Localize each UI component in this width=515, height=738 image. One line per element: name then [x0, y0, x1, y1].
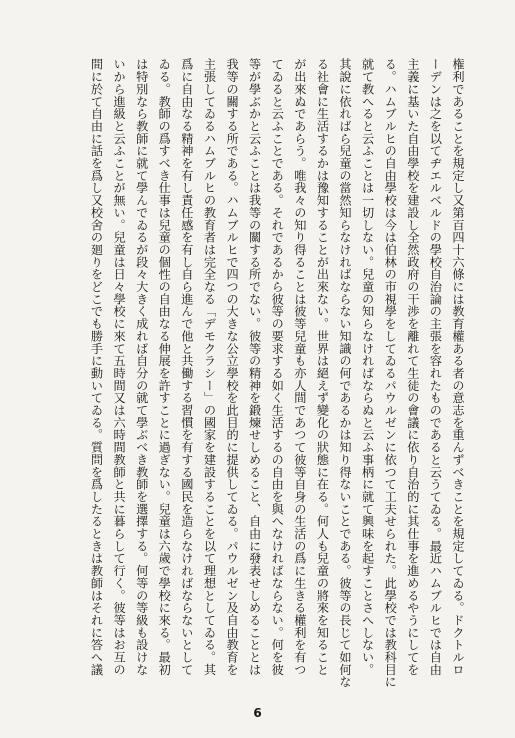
text-column: いから進級と云ふことが無い。兒童は日々學校に來て五時間又は六時間教師と共に暮らして行く。彼等はお互の	[112, 58, 127, 676]
text-column: 就て教へると云ふことは一切しない。兒童の知らなければならぬと云ふ事柄に就て興味を起すことさへしない。	[360, 58, 375, 676]
text-column: 権利であることを規定し又第百四十六條には教育權ある者の意志を重んずべきことを規定してゐる。ドクトルロ	[451, 58, 465, 676]
page-number: 6	[253, 706, 262, 720]
text-column: ーデンは之を以てヂエルベルドの學校自治論の主張を容れたものであると云うてゐる。最近ハムブルヒでは自由	[428, 58, 443, 676]
body-text	[29, 58, 469, 696]
text-column: は特別なら教師に就て學んでゐるが段々大きく成れば自分の就て學ぶべき教師を選擇する。何等の等級も設けな	[134, 58, 149, 676]
text-column: 間に於て自由に話を爲し又校舍の廻りをどこでも勝手に動いてゐる。質問を爲したるときは教師はそれに答へ議	[89, 58, 104, 676]
text-column: る社會に生活するかは豫知することが出來ない。世界は絕えず變化の狀態に在る。何人も兒童の將來を知ること	[315, 58, 330, 676]
text-column: 主義に基いた自由學校を建設し全然政府の干渉を離れて生徒の會議に依り自治的に其仕事を進めるやうにしてを	[405, 58, 420, 676]
text-column: ゐる。教師の爲すべき仕事は兒童の個性の自由なる伸展を許すことに過ぎない。兒童は六歲で學校に來る。最初	[157, 58, 172, 676]
text-column: てゐると云ふことである。それであるから彼等の要求する如く生活するの自由を與へなければならない。何を彼	[270, 58, 285, 676]
text-column: 我等の關する所である。ハムブルヒで四つの大きな公立學校を此目的に提供してゐる。パウルゼン及自由教育を	[225, 58, 240, 676]
text-column: 其說に依ればら兒童の當然知らなければならない知識の何であるかは知り得ないことである。彼等の長じて如何な	[338, 58, 353, 688]
text-column: 主張してゐるハムブルヒの教育者は完全なる「デモクラシー」の國家を建設することを以て理想としてゐる。其	[202, 58, 217, 676]
text-column: が出來ぬであらう。唯我々の知り得ることは彼等兒童も亦人間であつて彼等自身の生活の爲に生きる權利を有つ	[292, 58, 307, 676]
text-column: る。ハムブルヒの自由學校は今は伯林の市視學をしてゐるパウルゼンに依つて工夫せられた。此學校では教科目に	[383, 58, 398, 688]
text-column: 爲に自由なる精神を有し責任感を有し自ら進んで他と共働する習慣を有する國民を造らなければならないとして	[179, 58, 194, 676]
text-column: 等が學ぶかと云ふことは我等の關する所でない。彼等の精神を鍛煉せしめること、自由に發表せしめることとは	[247, 58, 262, 676]
